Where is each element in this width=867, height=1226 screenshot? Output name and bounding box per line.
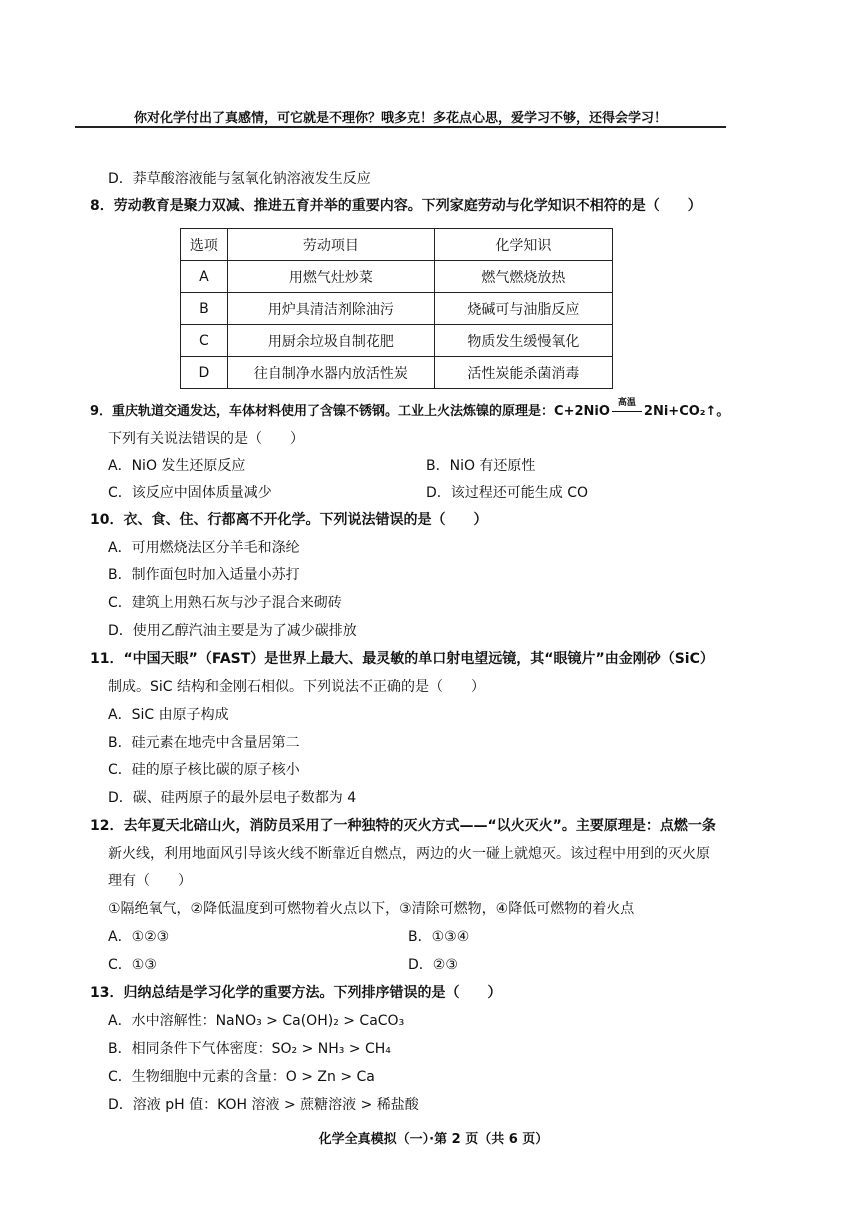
- q9-option-b: B．NiO 有还原性: [426, 458, 536, 474]
- table-header-cell: 选项: [181, 229, 228, 261]
- q7-option-d: D．莽草酸溶液能与氢氧化钠溶液发生反应: [108, 171, 371, 187]
- q11-stem-2: 制成。SiC 结构和金刚石相似。下列说法不正确的是（ ）: [108, 679, 486, 695]
- q9-option-c: C．该反应中固体质量减少: [108, 485, 272, 501]
- table-cell: D: [181, 357, 228, 389]
- q13-stem: 13．归纳总结是学习化学的重要方法。下列排序错误的是（ ）: [90, 985, 502, 1001]
- q9-stem-2: 下列有关说法错误的是（ ）: [108, 431, 304, 447]
- q9-option-a: A．NiO 发生还原反应: [108, 458, 246, 474]
- table-cell: 往自制净水器内放活性炭: [227, 357, 434, 389]
- q12-option-a: A．①②③: [108, 929, 170, 945]
- table-cell: A: [181, 261, 228, 293]
- q12-stem-2: 新火线，利用地面风引导该火线不断靠近自燃点，两边的火一碰上就熄灭。该过程中用到的灭火原: [108, 846, 710, 862]
- q8-table: [180, 228, 613, 389]
- table-cell: C: [181, 325, 228, 357]
- table-cell: 烧碱可与油脂反应: [434, 293, 612, 325]
- q10-stem: 10．衣、食、住、行都离不开化学。下列说法错误的是（ ）: [90, 512, 488, 528]
- q8-stem: 8．劳动教育是聚力双减、推进五育并举的重要内容。下列家庭劳动与化学知识不相符的是（ ）: [90, 198, 702, 214]
- q9-option-d: D．该过程还可能生成 CO: [426, 485, 589, 501]
- q9-stem: [90, 398, 730, 421]
- table-cell: 燃气燃烧放热: [434, 261, 612, 293]
- q11-option-b: B．硅元素在地壳中含量居第二: [108, 735, 300, 751]
- q12-stem-3: 理有（ ）: [108, 873, 192, 889]
- table-cell: 用炉具清洁剂除油污: [227, 293, 434, 325]
- q13-option-d: D．溶液 pH 值：KOH 溶液 > 蔗糖溶液 > 稀盐酸: [108, 1097, 419, 1113]
- table-row: [181, 261, 613, 293]
- q10-option-a: A．可用燃烧法区分羊毛和涤纶: [108, 540, 300, 556]
- table-cell: 活性炭能杀菌消毒: [434, 357, 612, 389]
- page-header-motto: 你对化学付出了真感情，可它就是不理你？哦多克！多花点心思，爱学习不够，还得会学习！: [133, 111, 667, 126]
- q11-stem: 11．“中国天眼”（FAST）是世界上最大、最灵敏的单口射电望远镜，其“眼镜片”由金刚砂（SiC）: [90, 651, 714, 667]
- table-row: [181, 325, 613, 357]
- q11-option-d: D．碳、硅两原子的最外层电子数都为 4: [108, 790, 357, 806]
- table-header-cell: 化学知识: [434, 229, 612, 261]
- table-header-cell: 劳动项目: [227, 229, 434, 261]
- q13-option-c: C．生物细胞中元素的含量：O > Zn > Ca: [108, 1069, 375, 1085]
- page-footer: 化学全真模拟（一）·第 2 页（共 6 页）: [318, 1132, 549, 1147]
- table-row: [181, 293, 613, 325]
- reaction-arrow: [612, 398, 642, 421]
- q12-option-b: B．①③④: [408, 929, 470, 945]
- q12-principles: ①隔绝氧气，②降低温度到可燃物着火点以下，③清除可燃物，④降低可燃物的着火点: [108, 901, 635, 917]
- table-cell: 用燃气灶炒菜: [227, 261, 434, 293]
- q9-stem-text: 9．重庆轨道交通发达，车体材料使用了含镍不锈钢。工业上火法炼镍的原理是：C+2NiO: [90, 404, 610, 419]
- q10-option-b: B．制作面包时加入适量小苏打: [108, 567, 300, 583]
- table-header-row: [181, 229, 613, 261]
- table-row: [181, 357, 613, 389]
- header-rule: [75, 126, 726, 128]
- q10-option-c: C．建筑上用熟石灰与沙子混合来砌砖: [108, 595, 342, 611]
- q11-option-a: A．SiC 由原子构成: [108, 707, 229, 723]
- reaction-condition: 高温: [617, 398, 636, 408]
- q13-option-a: A．水中溶解性：NaNO₃ > Ca(OH)₂ > CaCO₃: [108, 1013, 405, 1029]
- q12-option-c: C．①③: [108, 957, 157, 973]
- q9-stem-products: 2Ni+CO₂↑。: [643, 404, 730, 419]
- table-cell: 物质发生缓慢氧化: [434, 325, 612, 357]
- table-cell: 用厨余垃圾自制花肥: [227, 325, 434, 357]
- q10-option-d: D．使用乙醇汽油主要是为了减少碳排放: [108, 623, 357, 639]
- table-cell: B: [181, 293, 228, 325]
- q13-option-b: B．相同条件下气体密度：SO₂ > NH₃ > CH₄: [108, 1041, 391, 1057]
- q12-option-d: D．②③: [408, 957, 458, 973]
- q11-option-c: C．硅的原子核比碳的原子核小: [108, 762, 300, 778]
- q12-stem: 12．去年夏天北碚山火，消防员采用了一种独特的灭火方式——“以火灭火”。主要原理是：点燃一条: [90, 818, 716, 834]
